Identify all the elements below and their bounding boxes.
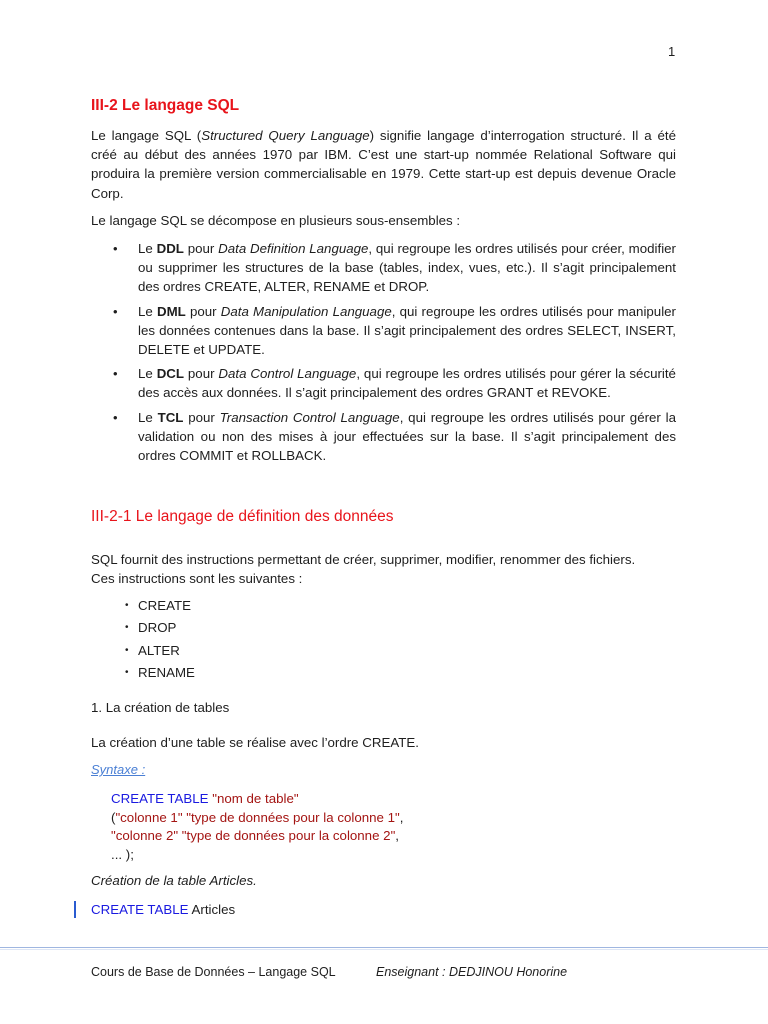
list-item: • ALTER [125,640,195,662]
section-text: La création d’une table se réalise avec l’ordre CREATE. [91,735,419,750]
list-item: • RENAME [125,662,195,684]
list-item: • DROP [125,617,195,639]
item-abbr: DCL [156,366,185,382]
intro-text-2: ) signifie langage d’interrogation structuré. Il a été créé au début des années 1970 par IBM. C’est une start-up nommée Relational Software qui produira la première version commercialisable en 1979. Cette start-up est depuis devenue Oracle Corp. [91,128,676,201]
item-desc: , qui regroupe les ordres utilisés pour gérer la validation ou non des mises à jour effectuées sur la base. Il s’agit principalement des ordres COMMIT et ROLLBACK. [138,409,676,464]
item-prefix: Le [138,241,157,256]
subsets-intro: Le langage SQL se décompose en plusieurs sous-ensembles : [91,213,461,228]
list-item [113,302,676,360]
item-desc: , qui regroupe les ordres utilisés pour créer, modifier ou supprimer les structures de la base (tables, index, vues, etc.). Il s’agit principalement des ordres CREATE, ALTER, RENAME et DROP. [138,241,676,295]
example-code [91,902,235,917]
footer-teacher: Enseignant : DEDJINOU Honorine [376,965,568,979]
sql-punct: ( [111,809,116,825]
item-full: Data Manipulation Language [220,303,392,319]
list-item: • CREATE [125,595,195,617]
item-abbr: DML [156,303,186,319]
sql-punct: , [395,828,399,844]
item-desc: , qui regroupe les ordres utilisés pour gérer la sécurité des accès aux données. Il s’agit principalement des ordres GRANT et REVOKE. [138,366,676,401]
syntax-label: Syntaxe : [91,762,146,777]
section-heading: III-2 Le langage SQL [91,97,240,114]
sql-keyword: CREATE TABLE [111,791,209,806]
sql-punct: , [399,809,404,825]
ddl-intro: SQL fournit des instructions permettant de créer, supprimer, modifier, renommer des fichiers. Ces instructions sont les suivantes : [91,552,636,587]
item-prefix: Le [138,303,157,319]
item-mid: pour [184,366,219,382]
list-item [113,364,676,402]
intro-text-italic: Structured Query Language [201,128,370,143]
sql-string: "colonne 1" "type de données pour la colonne 1" [115,809,400,825]
code-line: ... ); [111,847,134,863]
list-item [113,408,676,466]
item-desc: , qui regroupe les ordres utilisés pour manipuler les données contenues dans la base. Il s’agit principalement des ordres SELECT, INSERT, DELETE et UPDATE. [138,303,676,358]
page-number: 1 [668,44,676,59]
table-name: Articles [191,902,236,917]
code-line [111,827,403,846]
syntax-code-block [111,790,403,865]
item-prefix: Le [138,409,158,425]
code-line [111,790,403,809]
code-line [111,809,403,828]
item-full: Data Definition Language [218,241,369,256]
subsection-heading: III-2-1 Le langage de définition des données [91,508,394,525]
text-cursor [74,901,76,918]
footer-divider-shadow [0,949,768,950]
footer-divider [0,947,768,948]
item-mid: pour [185,303,221,319]
item-full: Data Control Language [218,366,357,382]
sql-keyword: CREATE TABLE [91,902,189,917]
item-mid: pour [183,409,220,425]
sql-string: "nom de table" [212,791,299,806]
intro-text-1: Le langage SQL ( [91,128,202,143]
item-mid: pour [183,241,219,256]
item-abbr: TCL [157,409,184,425]
list-item [113,239,676,297]
ddl-list [125,595,195,684]
sql-string: "colonne 2" "type de données pour la colonne 2" [111,828,396,844]
footer-course: Cours de Base de Données – Langage SQL [91,965,336,979]
item-abbr: DDL [156,241,184,256]
subsets-list [113,239,676,470]
example-caption: Création de la table Articles. [91,873,257,888]
item-prefix: Le [138,366,157,382]
item-full: Transaction Control Language [219,409,400,425]
section-title: 1. La création de tables [91,700,230,715]
intro-paragraph [91,126,676,203]
